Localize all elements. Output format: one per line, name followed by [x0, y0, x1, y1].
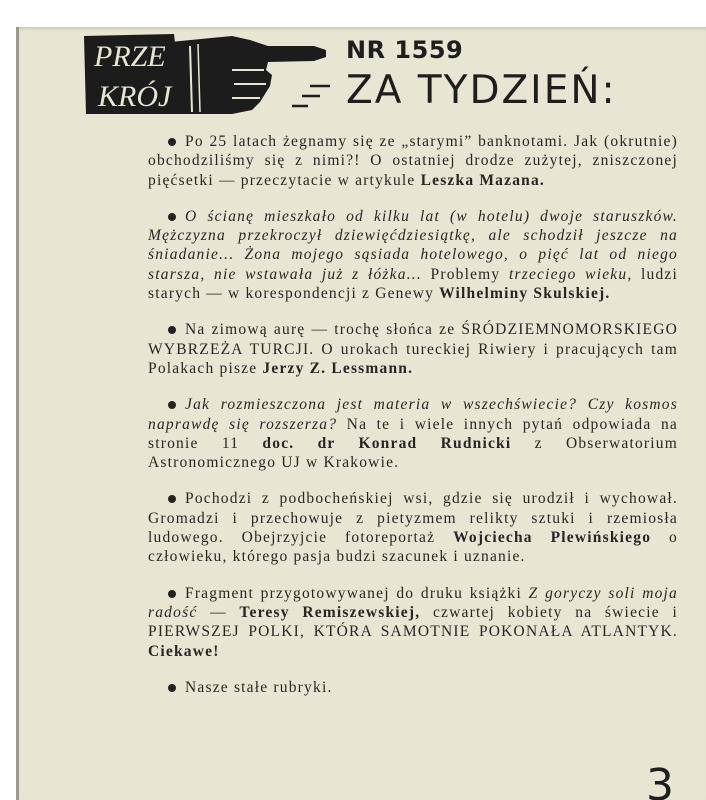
- bullet-icon: [168, 138, 176, 146]
- text-segment: Pochodzi z podbocheńskiej wsi, gdzie się urodził i wychował. Gromadzi i przechowuje z pietyzmem relikty sztuki i rzemiosła ludowego. Obejrzyjcie fotoreportaż: [148, 490, 678, 547]
- issue-number: NR 1559: [346, 36, 464, 64]
- text-segment: z Obserwatorium Astronomicznego UJ w Krakowie.: [148, 434, 678, 472]
- text-segment: Leszka Mazana.: [420, 171, 546, 189]
- text-segment: Na te i wiele innych pytań odpowiada na stronie 11: [148, 415, 678, 452]
- text-segment: O ścianę mieszkało od kilku lat (w hotelu) dwoje staruszków. Mężczyzna przekroczył dziewięćdziesiątkę, ale schodził jeszcze na śniadanie... Żona mojego sąsiada hotelowego, o pięć lat od niego starsza, nie wstawała już z łóżka...: [148, 207, 678, 283]
- page-edge: [16, 27, 19, 800]
- bullet-icon: [168, 326, 176, 334]
- text-segment: Wilhelminy Skulskiej.: [439, 285, 611, 303]
- article-text: [148, 395, 678, 472]
- page-number: 3: [646, 760, 674, 800]
- text-segment: trzeciego wieku,: [508, 265, 633, 283]
- article-blurb: [148, 489, 678, 566]
- text-segment: —: [197, 603, 240, 621]
- article-blurb: [148, 584, 678, 661]
- text-segment: Na zimową aurę — trochę słońca ze ŚRÓDZIEMNOMORSKIEGO WYBRZEŻA TURCJI. O urokach tureckiej Riwiery i pracujących tam Polakach pisze: [148, 321, 678, 377]
- text-segment: Nasze stałe rubryki.: [185, 678, 333, 696]
- logo-line-1: PRZE: [94, 40, 166, 73]
- text-segment: Fragment przygotowywanej do druku książki: [185, 584, 529, 602]
- article-text: [148, 678, 678, 697]
- logo-line-2: KRÓJ: [98, 80, 172, 113]
- text-segment: ludzi starych — w korespondencji z Genewy: [148, 265, 679, 303]
- bullet-icon: [168, 590, 176, 598]
- article-text: [148, 132, 678, 190]
- text-segment: Wojciecha Plewińskiego: [453, 529, 652, 547]
- text-segment: Ciekawe!: [148, 642, 220, 660]
- article-text: [148, 584, 678, 661]
- article-blurb: [148, 395, 678, 472]
- bullet-icon: [168, 495, 176, 503]
- text-segment: Jak rozmieszczona jest materia w wszechświecie? Czy kosmos naprawdę się rozszerza?: [148, 396, 678, 433]
- text-segment: doc. dr Konrad Rudnicki: [262, 434, 512, 452]
- article-blurb: [148, 132, 678, 190]
- page-title: ZA TYDZIEŃ:: [346, 68, 617, 113]
- article-blurb: [148, 207, 678, 303]
- bullet-icon: [168, 684, 176, 692]
- article-blurb: [148, 678, 678, 697]
- text-segment: Z goryczy soli moja radość: [148, 584, 678, 621]
- text-segment: Po 25 latach żegnamy się ze „starymi” banknotami. Jak (okrutnie) obchodziliśmy się z nimi?! O ostatniej drodze zużytej, zniszczonej pięćsetki — przeczytacie w artykule: [148, 133, 678, 189]
- przekroj-logo: [82, 30, 336, 118]
- text-segment: Teresy Remiszewskiej,: [239, 603, 421, 621]
- text-segment: Jerzy Z. Lessmann.: [262, 359, 414, 377]
- article-text: [148, 207, 678, 303]
- article-text: [148, 320, 678, 378]
- article-list: [148, 132, 678, 714]
- pointing-hand-icon: [82, 30, 336, 118]
- article-text: [148, 489, 678, 566]
- article-blurb: [148, 320, 678, 378]
- bullet-icon: [168, 213, 176, 221]
- text-segment: czwartej kobiety na świecie i PIERWSZEJ POLKI, KTÓRA SAMOTNIE POKONAŁA ATLANTYK.: [148, 603, 678, 641]
- text-segment: o człowieku, którego pasja budzi szacunek i uznanie.: [148, 529, 678, 566]
- bullet-icon: [168, 401, 176, 409]
- text-segment: Problemy: [421, 265, 509, 283]
